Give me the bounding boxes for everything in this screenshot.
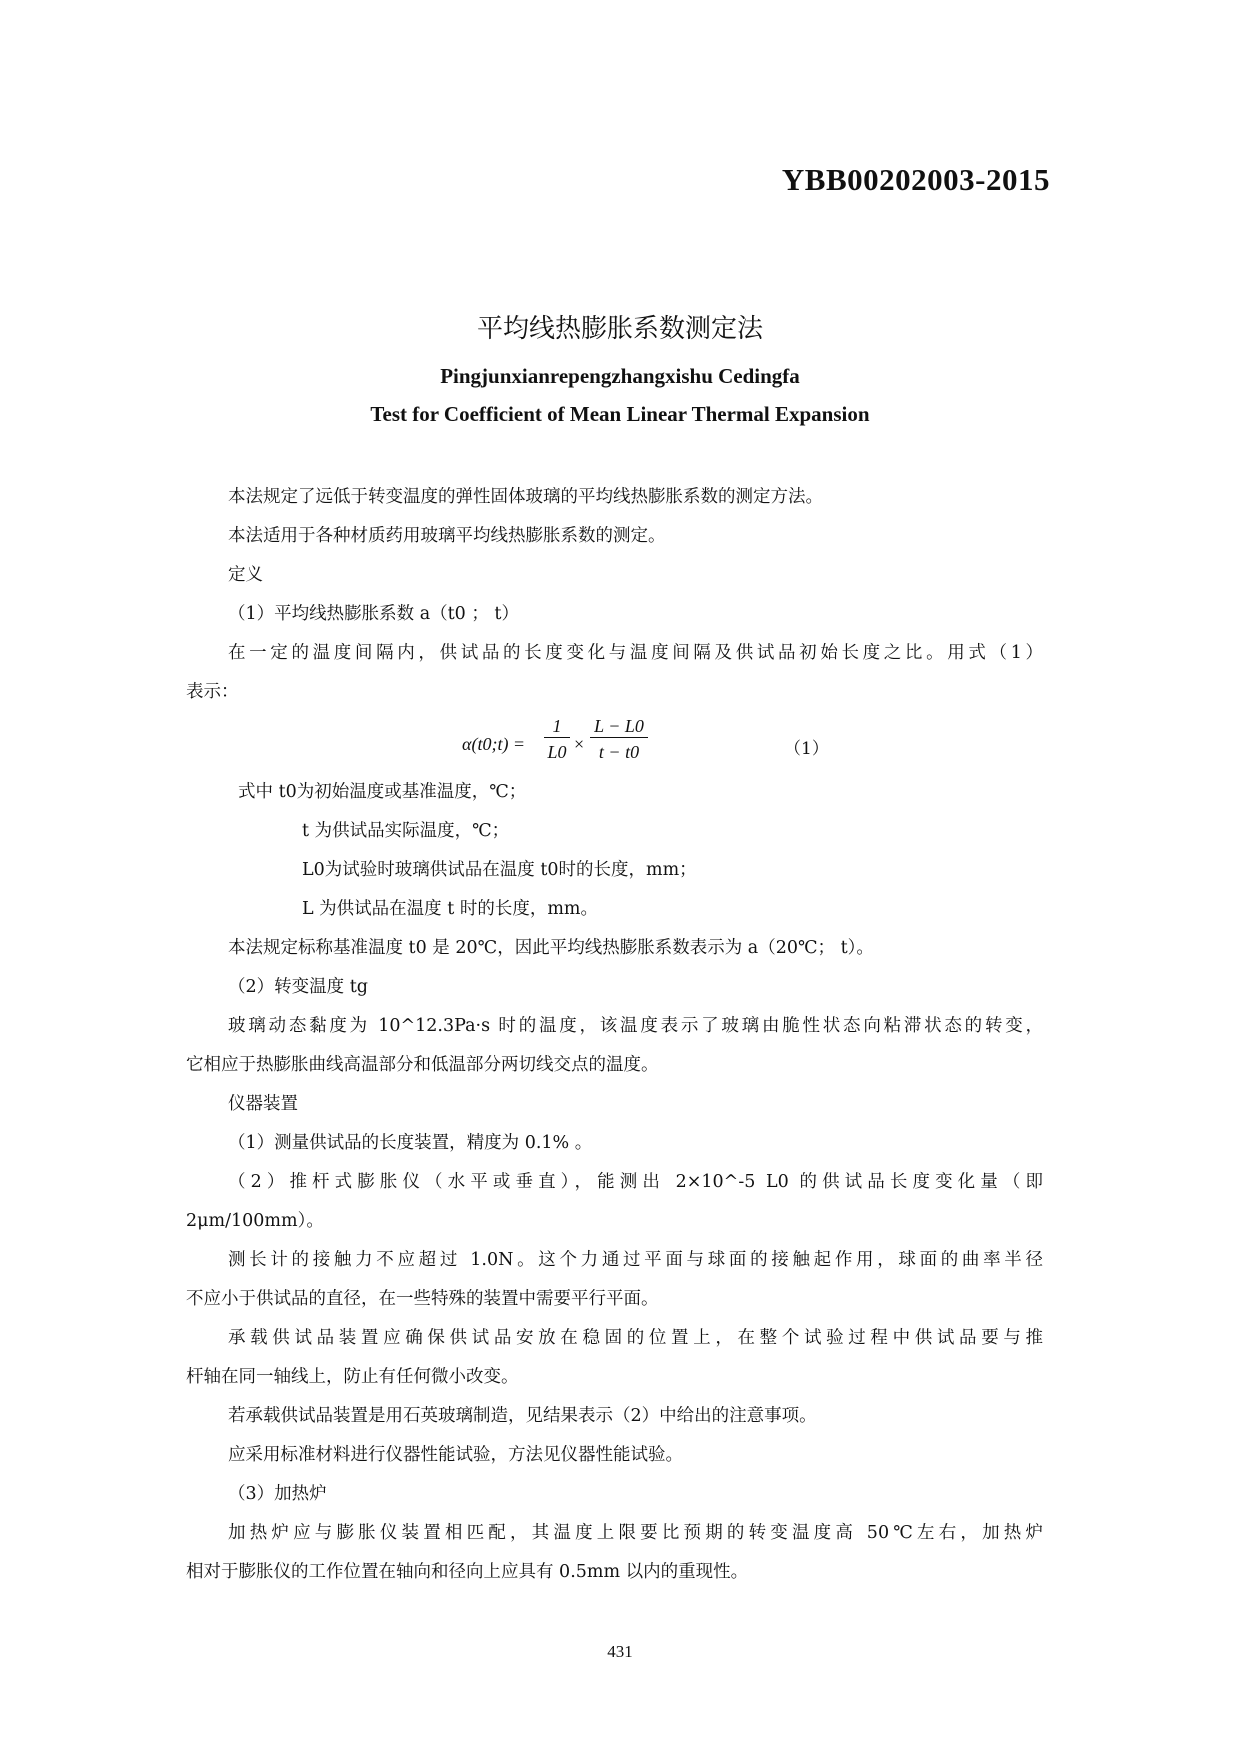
definition-1-text-line1: 在一定的温度间隔内，供试品的长度变化与温度间隔及供试品初始长度之比。用式（1） (228, 643, 1043, 663)
apparatus-2-line2: 2μm/100mm）。 (186, 1211, 324, 1231)
paragraph-contact-force-line2: 不应小于供试品的直径，在一些特殊的装置中需要平行平面。 (186, 1289, 659, 1309)
definition-2-heading: （2）转变温度 tg (228, 977, 368, 997)
paragraph-scope: 本法规定了远低于转变温度的弹性固体玻璃的平均线热膨胀系数的测定方法。 (228, 487, 823, 507)
definition-1-heading: （1）平均线热膨胀系数 a（t0 ； t） (228, 604, 519, 624)
definition-2-text-line1: 玻璃动态黏度为 10^12.3Pa·s 时的温度，该温度表示了玻璃由脆性状态向粘滞状态的转变， (228, 1016, 1043, 1036)
where-line-1: 式中 t0为初始温度或基准温度，℃； (238, 782, 527, 802)
paragraph-quartz-note: 若承载供试品装置是用石英玻璃制造，见结果表示（2）中给出的注意事项。 (228, 1406, 817, 1426)
equation-fraction-2 (590, 716, 648, 763)
where-line-4: L 为供试品在温度 t 时的长度，mm。 (302, 899, 599, 919)
title-pinyin: Pingjunxianrepengzhangxishu Cedingfa (440, 364, 800, 388)
paragraph-reference-temperature: 本法规定标称基准温度 t0 是 20℃，因此平均线热膨胀系数表示为 a（20℃； t）。 (228, 938, 874, 958)
equation-fraction-1 (544, 716, 570, 763)
definition-2-text-line2: 它相应于热膨胀曲线高温部分和低温部分两切线交点的温度。 (186, 1055, 659, 1075)
paragraph-specimen-holder-line2: 杆轴在同一轴线上，防止有任何微小改变。 (186, 1367, 519, 1387)
equation-number: （1） (784, 739, 829, 759)
equation-times: × (574, 734, 585, 754)
paragraph-applicability: 本法适用于各种材质药用玻璃平均线热膨胀系数的测定。 (228, 526, 666, 546)
equation-fraction-2-numerator: L − L0 (590, 716, 648, 738)
equation-lhs: α(t0;t) = (462, 734, 526, 754)
equation-fraction-1-denominator: L0 (547, 742, 567, 762)
apparatus-3-heading: （3）加热炉 (228, 1484, 327, 1504)
equation-1 (462, 712, 829, 782)
heading-apparatus: 仪器装置 (228, 1094, 298, 1114)
equation-fraction-2-denominator: t − t0 (598, 742, 640, 762)
equation-fraction-1-numerator: 1 (544, 716, 570, 738)
apparatus-2-line1: （2）推杆式膨胀仪（水平或垂直），能测出 2×10^-5 L0 的供试品长度变化量（即 (228, 1172, 1043, 1192)
where-line-3: L0为试验时玻璃供试品在温度 t0时的长度，mm； (302, 860, 697, 880)
page-number: 431 (607, 1642, 633, 1661)
paragraph-contact-force-line1: 测长计的接触力不应超过 1.0N。这个力通过平面与球面的接触起作用，球面的曲率半径 (228, 1250, 1043, 1270)
standard-code: YBB00202003-2015 (781, 162, 1050, 197)
heading-definitions: 定义 (228, 565, 263, 585)
definition-1-text-line2: 表示： (186, 682, 239, 702)
paragraph-performance-test: 应采用标准材料进行仪器性能试验，方法见仪器性能试验。 (228, 1445, 683, 1465)
title-english: Test for Coefficient of Mean Linear Thermal Expansion (370, 402, 870, 426)
paragraph-furnace-line1: 加热炉应与膨胀仪装置相匹配，其温度上限要比预期的转变温度高 50℃左右，加热炉 (228, 1523, 1043, 1543)
paragraph-specimen-holder-line1: 承载供试品装置应确保供试品安放在稳固的位置上，在整个试验过程中供试品要与推 (228, 1328, 1043, 1348)
where-line-2: t 为供试品实际温度，℃； (302, 821, 510, 841)
apparatus-1: （1）测量供试品的长度装置，精度为 0.1% 。 (228, 1133, 593, 1153)
title-chinese: 平均线热膨胀系数测定法 (476, 314, 763, 344)
paragraph-furnace-line2: 相对于膨胀仪的工作位置在轴向和径向上应具有 0.5mm 以内的重现性。 (186, 1562, 749, 1582)
